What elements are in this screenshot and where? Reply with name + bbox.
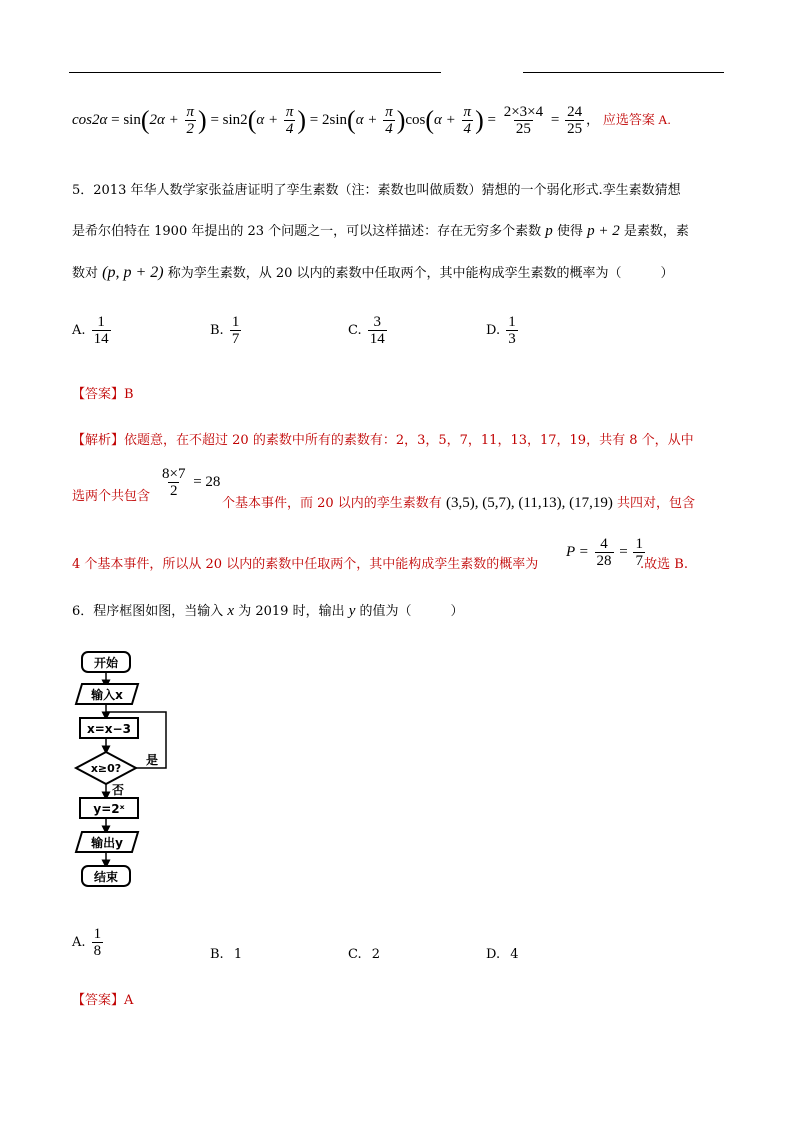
q5-exp-line2	[72, 488, 150, 506]
flowchart-svg	[72, 646, 182, 896]
flow-start-label: 开始	[93, 656, 119, 670]
formula-tail: 应选答案 A.	[602, 111, 671, 127]
flow-no-label: 否	[112, 783, 125, 797]
option-den: 7	[231, 331, 240, 347]
q5-line2a: 是希尔伯特在 1900 年提出的 23 个问题之一，可以这样描述：存在无穷多个素数	[72, 224, 542, 239]
frac-product-den: 25	[515, 121, 531, 137]
q5-exp-tail: .故选 B.	[640, 557, 688, 572]
flow-yes-label: 是	[146, 753, 159, 767]
q5-line1: 5．2013 年华人数学家张益唐证明了孪生素数（注：素数也叫做质数）猜想的一个弱化形式.孪生素数猜想	[72, 183, 681, 198]
q6-line1b: 为 2019 时，输出	[238, 604, 345, 619]
formula-comma: ，	[586, 111, 600, 127]
flow-compute-label: y=2ˣ	[93, 802, 125, 816]
option-num: 1	[231, 314, 240, 330]
q6-option-a[interactable]	[72, 926, 105, 959]
option-label: D.	[486, 323, 501, 338]
frac-pi-den-2: 4	[285, 121, 294, 137]
option-value: 2	[371, 947, 381, 962]
q5-exp-line1	[72, 432, 694, 450]
option-value: 4	[510, 947, 519, 962]
q6-line1a: 6．程序框图如图，当输入	[72, 604, 224, 619]
q5-line3a: 数对	[72, 266, 99, 281]
formula-eq2: = sin2	[210, 111, 248, 128]
frac-pi-num-2: π	[285, 104, 294, 120]
q5-line2	[72, 222, 689, 241]
answer-value: B	[124, 387, 134, 402]
option-num: 1	[97, 314, 105, 330]
option-label: B.	[210, 323, 224, 338]
formula-arg-a: 2α +	[149, 111, 179, 128]
q5-line3	[72, 264, 674, 283]
formula-lhs: cos2α	[72, 111, 108, 128]
formula-line: cos2α = sin(2α + $\frac{\pi}{2}$ ) = sin2(α + $\frac{\pi}{4}$ ) = 2sin(α + $\frac{\pi}{4}$ )cos(α + $\frac{\pi}{4}$ ) = $\frac{2\times 3\times 4}{25}$ = $\frac{24}{25}$ ， 应选答案 A.	[72, 104, 671, 137]
formula-arg-d: α +	[434, 111, 456, 128]
option-label: C.	[348, 323, 362, 338]
q5-exp-line2b	[222, 494, 695, 513]
formula-arg-c: α +	[355, 111, 378, 128]
option-label: C.	[348, 947, 362, 962]
prob-p: P =	[566, 543, 589, 560]
answer-tag: 【答案】	[72, 387, 125, 402]
q6-option-d[interactable]	[486, 946, 519, 964]
comb-num: 8×7	[162, 466, 186, 482]
q5-answer	[72, 386, 134, 404]
flow-cond-label: x≥0?	[90, 762, 122, 775]
option-label: D.	[486, 947, 501, 962]
exp-tag: 【解析】	[72, 433, 125, 448]
answer-tag: 【答案】	[72, 993, 125, 1008]
exp-line2c: 共四对，包含	[617, 496, 696, 511]
header-rule-left	[69, 72, 441, 73]
frac-pi-num-4: π	[463, 104, 472, 120]
exp-line2a: 选两个共包含	[72, 489, 151, 504]
option-den: 14	[93, 331, 109, 347]
flow-assign-label: x=x−3	[87, 722, 131, 736]
option-num: 3	[373, 314, 382, 330]
q5-line2b: 使得	[556, 224, 583, 239]
option-label: A.	[72, 323, 86, 338]
comb-den: 2	[169, 483, 178, 499]
answer-value: A	[124, 993, 134, 1008]
prob-rnum: 1	[635, 536, 643, 552]
formula-sin: sin	[123, 111, 141, 128]
flowchart	[72, 646, 182, 896]
q5-line3b: 称为孪生素数，从 20 以内的素数中任取两个，其中能构成孪生素数的概率为（ ）	[167, 266, 674, 281]
exp-line2b: 个基本事件，而 20 以内的孪生素数有	[222, 496, 442, 511]
frac-pi-num: π	[186, 104, 195, 120]
prob-den: 28	[596, 553, 612, 569]
q6-line1c: 的值为（ ）	[359, 604, 464, 619]
frac-pi-num-3: π	[385, 104, 393, 120]
q6-option-b[interactable]	[210, 946, 242, 964]
option-label: B.	[210, 947, 224, 962]
flow-end-label: 结束	[93, 870, 119, 884]
q5-exp-line3	[72, 556, 538, 574]
frac-pi-den-3: 4	[385, 121, 393, 137]
q5-option-b[interactable]	[210, 314, 243, 347]
frac-product-num: 2×3×4	[503, 104, 544, 120]
q5-option-c[interactable]	[348, 314, 389, 347]
frac-result-den: 25	[567, 121, 583, 137]
option-label: A.	[72, 935, 86, 950]
formula-cos: cos	[405, 111, 426, 128]
option-num: 1	[508, 314, 516, 330]
q6-line1	[72, 602, 464, 621]
q5-option-a[interactable]	[72, 314, 113, 347]
q5-prob-formula	[566, 536, 647, 569]
prob-num: 4	[600, 536, 608, 552]
formula-arg-b: α +	[256, 111, 279, 128]
flow-input-label: 输入x	[91, 688, 123, 702]
option-den: 3	[508, 331, 516, 347]
option-den: 8	[93, 943, 102, 959]
option-value: 1	[233, 947, 243, 962]
q5-pair: (p, p + 2)	[102, 264, 164, 281]
q5-comb-formula	[158, 466, 220, 499]
option-den: 14	[369, 331, 385, 347]
frac-pi-den-4: 4	[463, 121, 472, 137]
q5-option-d[interactable]	[486, 314, 520, 347]
prob-eq: =	[619, 543, 628, 560]
q6-option-c[interactable]	[348, 946, 380, 964]
header-rule-right	[523, 72, 724, 73]
frac-result-num: 24	[567, 104, 583, 120]
q6-x: x	[227, 603, 235, 619]
q6-answer	[72, 992, 133, 1010]
twin-prime-pairs: (3,5), (5,7), (11,13), (17,19)	[445, 495, 613, 511]
q5-p2: p + 2	[587, 223, 620, 239]
option-num: 1	[93, 926, 102, 942]
flow-output-label: 输出y	[91, 836, 123, 850]
frac-pi-den: 2	[186, 121, 195, 137]
exp-line3a: 4 个基本事件，所以从 20 以内的素数中任取两个，其中能构成孪生素数的概率为	[72, 557, 539, 572]
q6-y: y	[348, 603, 356, 619]
q5-line2c: 是素数，素	[623, 224, 689, 239]
prob-rden: 7	[635, 553, 643, 569]
q5-p: p	[545, 223, 553, 239]
formula-eq3: = 2sin	[309, 111, 348, 128]
comb-eq: = 28	[193, 473, 221, 490]
exp-line1-text: 依题意，在不超过 20 的素数中所有的素数有：2，3，5，7，11，13，17，19，共有 8 个，从中	[124, 433, 694, 448]
